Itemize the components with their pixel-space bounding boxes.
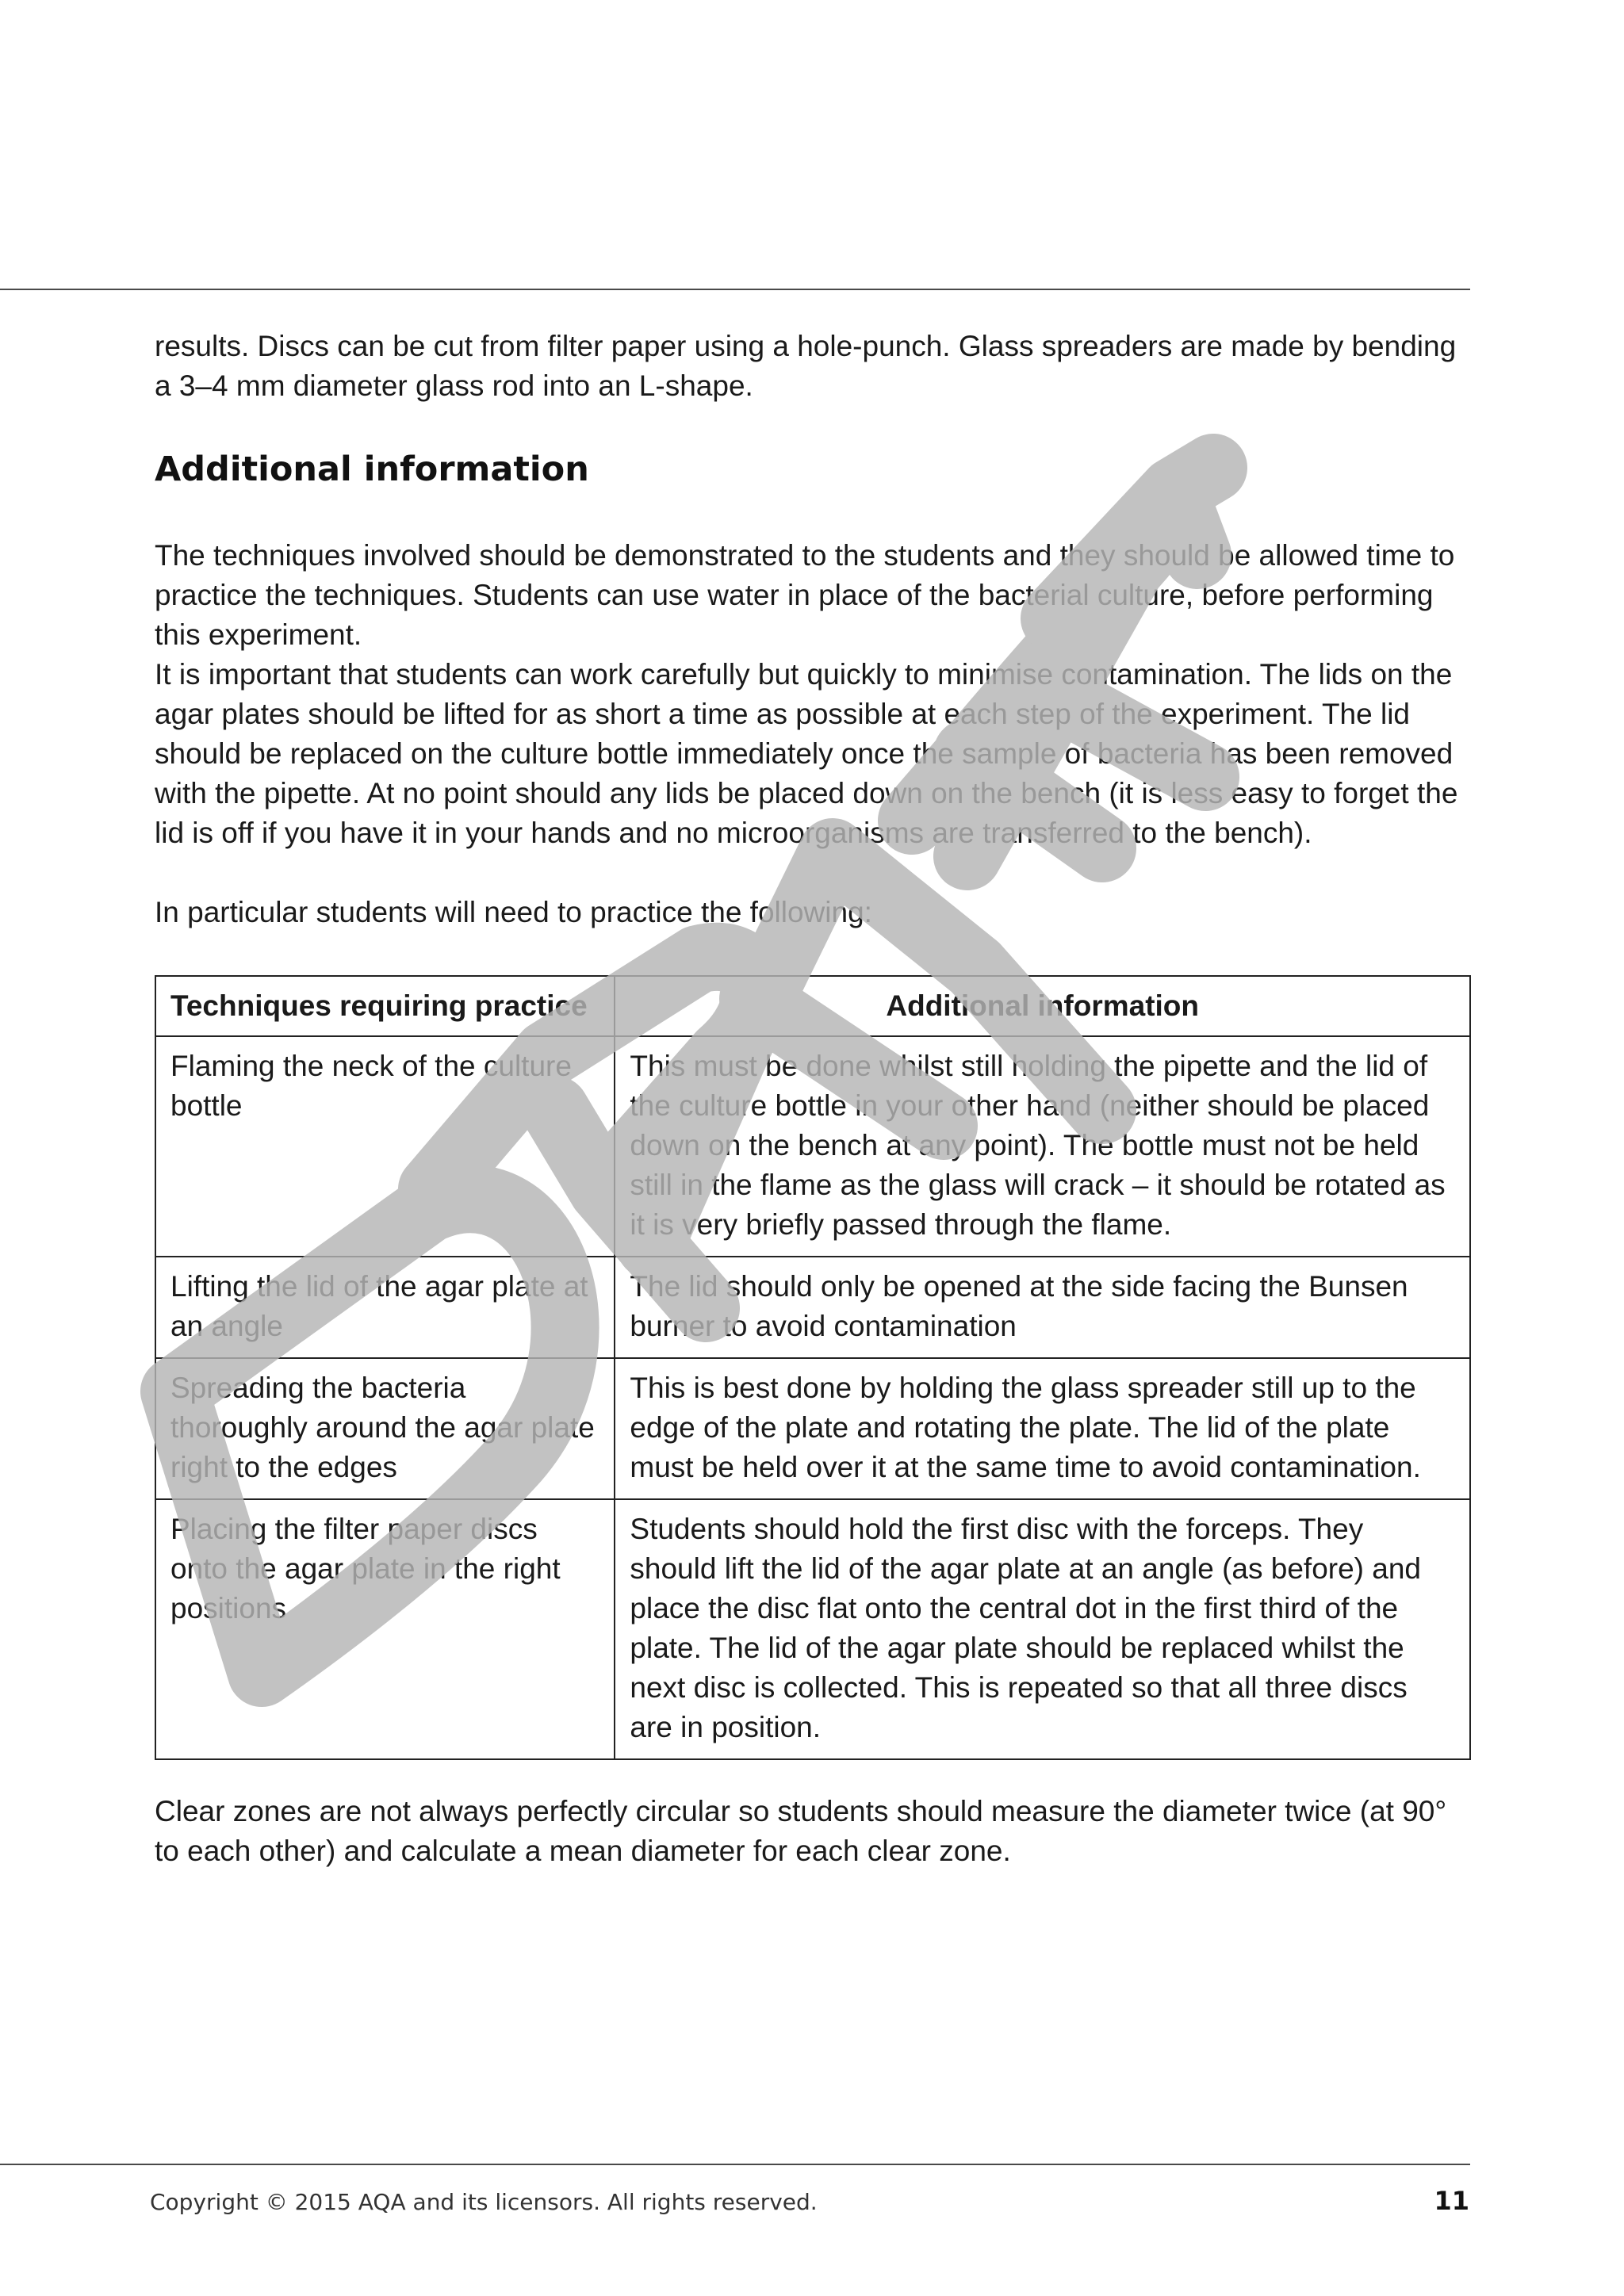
table-row [155, 1036, 1470, 1257]
intro-paragraph: results. Discs can be cut from filter paper using a hole-punch. Glass spreaders are made by bending a 3–4 mm diameter glass rod into an L-shape. [155, 330, 1457, 402]
techniques-paragraph: The techniques involved should be demonstrated to the students and they should be allowed time to practice the techniques. Students can use water in place of the bacterial culture, before performing this experiment. [155, 539, 1455, 651]
header-rule [0, 289, 1470, 290]
technique-cell: Spreading the bacteria thoroughly around the agar plate right to the edges [155, 1358, 615, 1499]
page-number: 11 [1434, 2186, 1469, 2216]
table-header-additional-info: Additional information [615, 976, 1470, 1036]
technique-cell: Placing the filter paper discs onto the agar plate in the right positions [155, 1499, 615, 1759]
practice-table [155, 975, 1471, 1760]
table-row [155, 1499, 1470, 1759]
table-row [155, 1358, 1470, 1499]
table-header-row [155, 976, 1470, 1036]
info-cell: This must be done whilst still holding the pipette and the lid of the culture bottle in your other hand (neither should be placed down on the bench at any point). The bottle must not be held still in the flame as the glass will crack – it should be rotated as it is very briefly passed through the flame. [615, 1036, 1470, 1257]
practice-intro-paragraph: In particular students will need to practice the following: [155, 896, 872, 928]
contamination-paragraph: It is important that students can work carefully but quickly to minimise contamination. The lids on the agar plates should be lifted for as short a time as possible at each step of the experiment. The lid should be replaced on the culture bottle immediately once the sample of bacteria has been removed with the pipette. At no point should any lids be placed down on the bench (it is less easy to forget the lid is off if you have it in your hands and no microorganisms are transferred to the bench). [155, 658, 1458, 849]
info-cell: The lid should only be opened at the side facing the Bunsen burner to avoid contamination [615, 1257, 1470, 1358]
clear-zones-paragraph: Clear zones are not always perfectly circular so students should measure the diameter twice (at 90° to each other) and calculate a mean diameter for each clear zone. [155, 1795, 1447, 1867]
info-cell: This is best done by holding the glass spreader still up to the edge of the plate and rotating the plate. The lid of the plate must be held over it at the same time to avoid contamination. [615, 1358, 1470, 1499]
section-heading: Additional information [155, 450, 589, 489]
table-row [155, 1257, 1470, 1358]
footer-rule [0, 2164, 1470, 2165]
technique-cell: Flaming the neck of the culture bottle [155, 1036, 615, 1257]
page-content [155, 327, 1471, 1871]
footer-copyright: Copyright © 2015 AQA and its licensors. All rights reserved. [150, 2189, 818, 2215]
info-cell: Students should hold the first disc with the forceps. They should lift the lid of the agar plate at an angle (as before) and place the disc flat onto the central dot in the first third of the plate. The lid of the agar plate should be replaced whilst the next disc is collected. This is repeated so that all three discs are in position. [615, 1499, 1470, 1759]
technique-cell: Lifting the lid of the agar plate at an angle [155, 1257, 615, 1358]
table-header-techniques: Techniques requiring practice [155, 976, 615, 1036]
